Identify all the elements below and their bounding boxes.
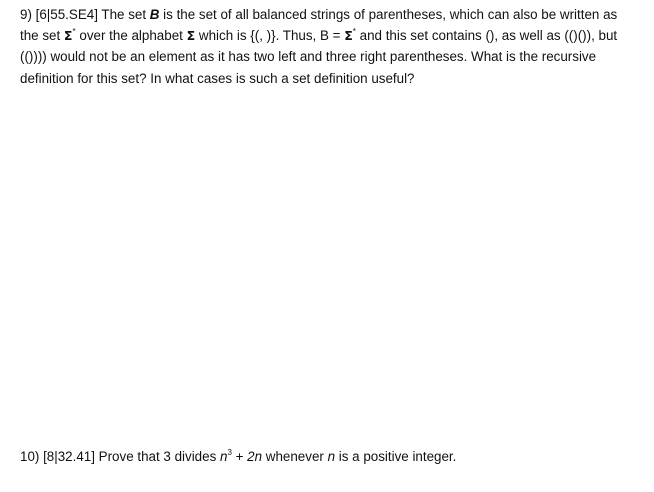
question-9-line-4: definition for this set? In what cases is such a set definition useful? — [20, 70, 415, 86]
sigma-symbol: Σ — [186, 28, 196, 44]
question-9-line-2: the set Σ* over the alphabet Σ which is {(, )}. Thus, B = Σ* and this set contains (), as well as (()()), but — [20, 26, 618, 44]
question-10 — [20, 446, 646, 467]
kleene-star: * — [72, 26, 76, 36]
sigma-symbol: Σ — [63, 28, 73, 44]
question-9 — [20, 4, 646, 89]
variable-n: n — [220, 449, 228, 464]
exponent: 3 — [227, 447, 232, 457]
kleene-star: * — [352, 26, 356, 36]
set-b-symbol: B — [149, 7, 160, 22]
term-2n: 2n — [247, 449, 263, 464]
variable-n: n — [327, 449, 336, 464]
question-9-line-3: (()))) would not be an element as it has two left and three right parentheses. What is the recursive — [20, 49, 597, 65]
question-9-line-1: 9) [6|55.SE4] The set B is the set of all balanced strings of parentheses, which can also be written as — [20, 7, 618, 22]
question-10-line-1: 10) [8|32.41] Prove that 3 divides $n^3 + 2n$ whenever n is a positive integer. — [20, 447, 457, 464]
sigma-symbol: Σ — [344, 28, 353, 44]
